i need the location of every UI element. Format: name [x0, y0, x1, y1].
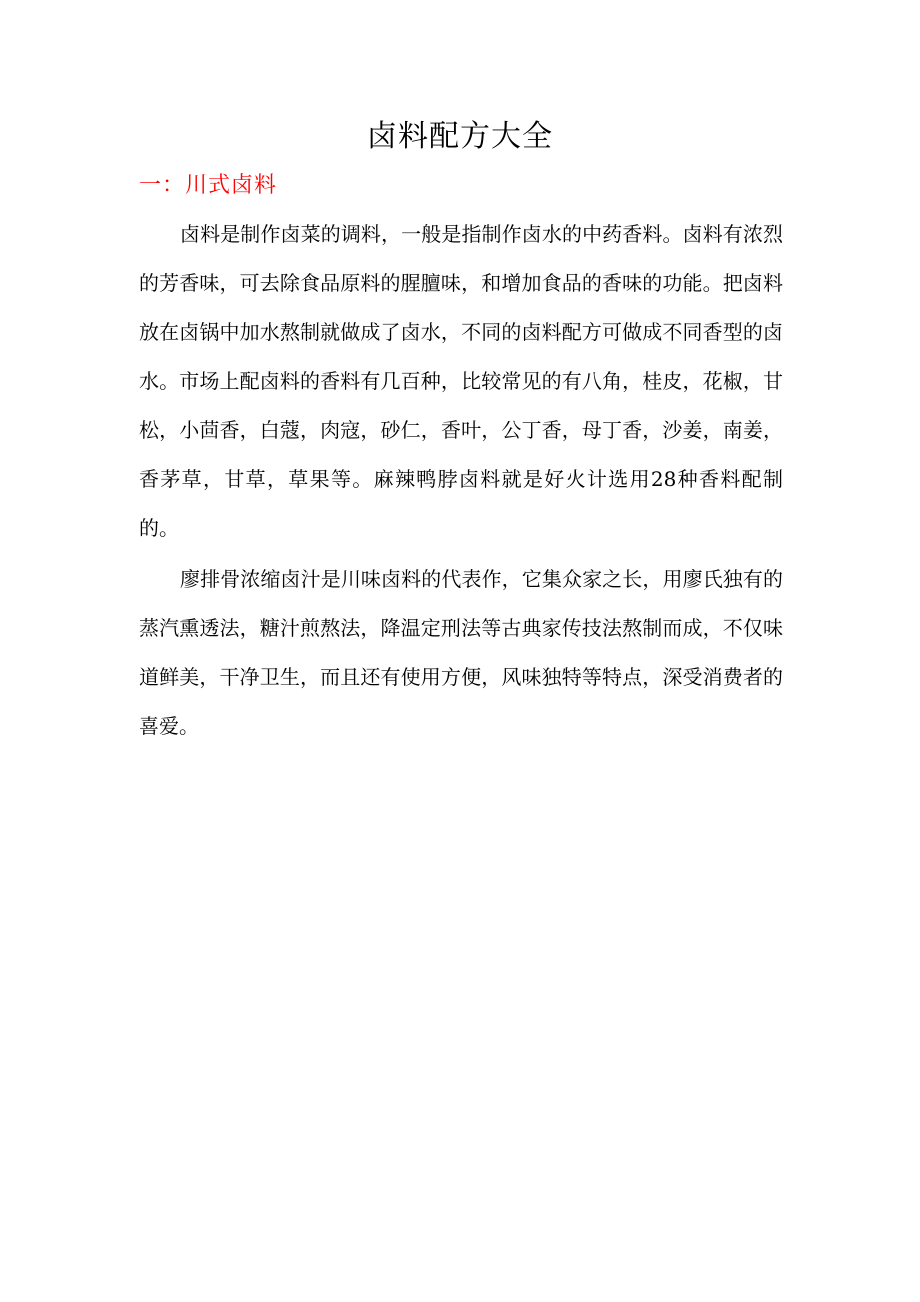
- document-body: [139, 210, 783, 753]
- page-title: 卤料配方大全: [367, 119, 553, 154]
- paragraph-2: 廖排骨浓缩卤汁是川味卤料的代表作，它集众家之长，用廖氏独有的蒸汽熏透法，糖汁煎熬法，降温定刑法等古典家传技法熬制而成，不仅味道鲜美，干净卫生，而且还有使用方便，风味独特等特点，深受消费者的喜爱。: [139, 567, 783, 738]
- section-heading: 一：川式卤料: [139, 173, 278, 198]
- paragraph-1: 卤料是制作卤菜的调料，一般是指制作卤水的中药香料。卤料有浓烈的芳香味，可去除食品原料的腥膻味，和增加食品的香味的功能。把卤料放在卤锅中加水熬制就做成了卤水，不同的卤料配方可做成不同香型的卤水。市场上配卤料的香料有几百种，比较常见的有八角，桂皮，花椒，甘松，小茴香，白蔻，肉寇，砂仁，香叶，公丁香，母丁香，沙姜，南姜，香茅草，甘草，草果等。麻辣鸭脖卤料就是好火计选用28种香料配制的。: [139, 222, 783, 540]
